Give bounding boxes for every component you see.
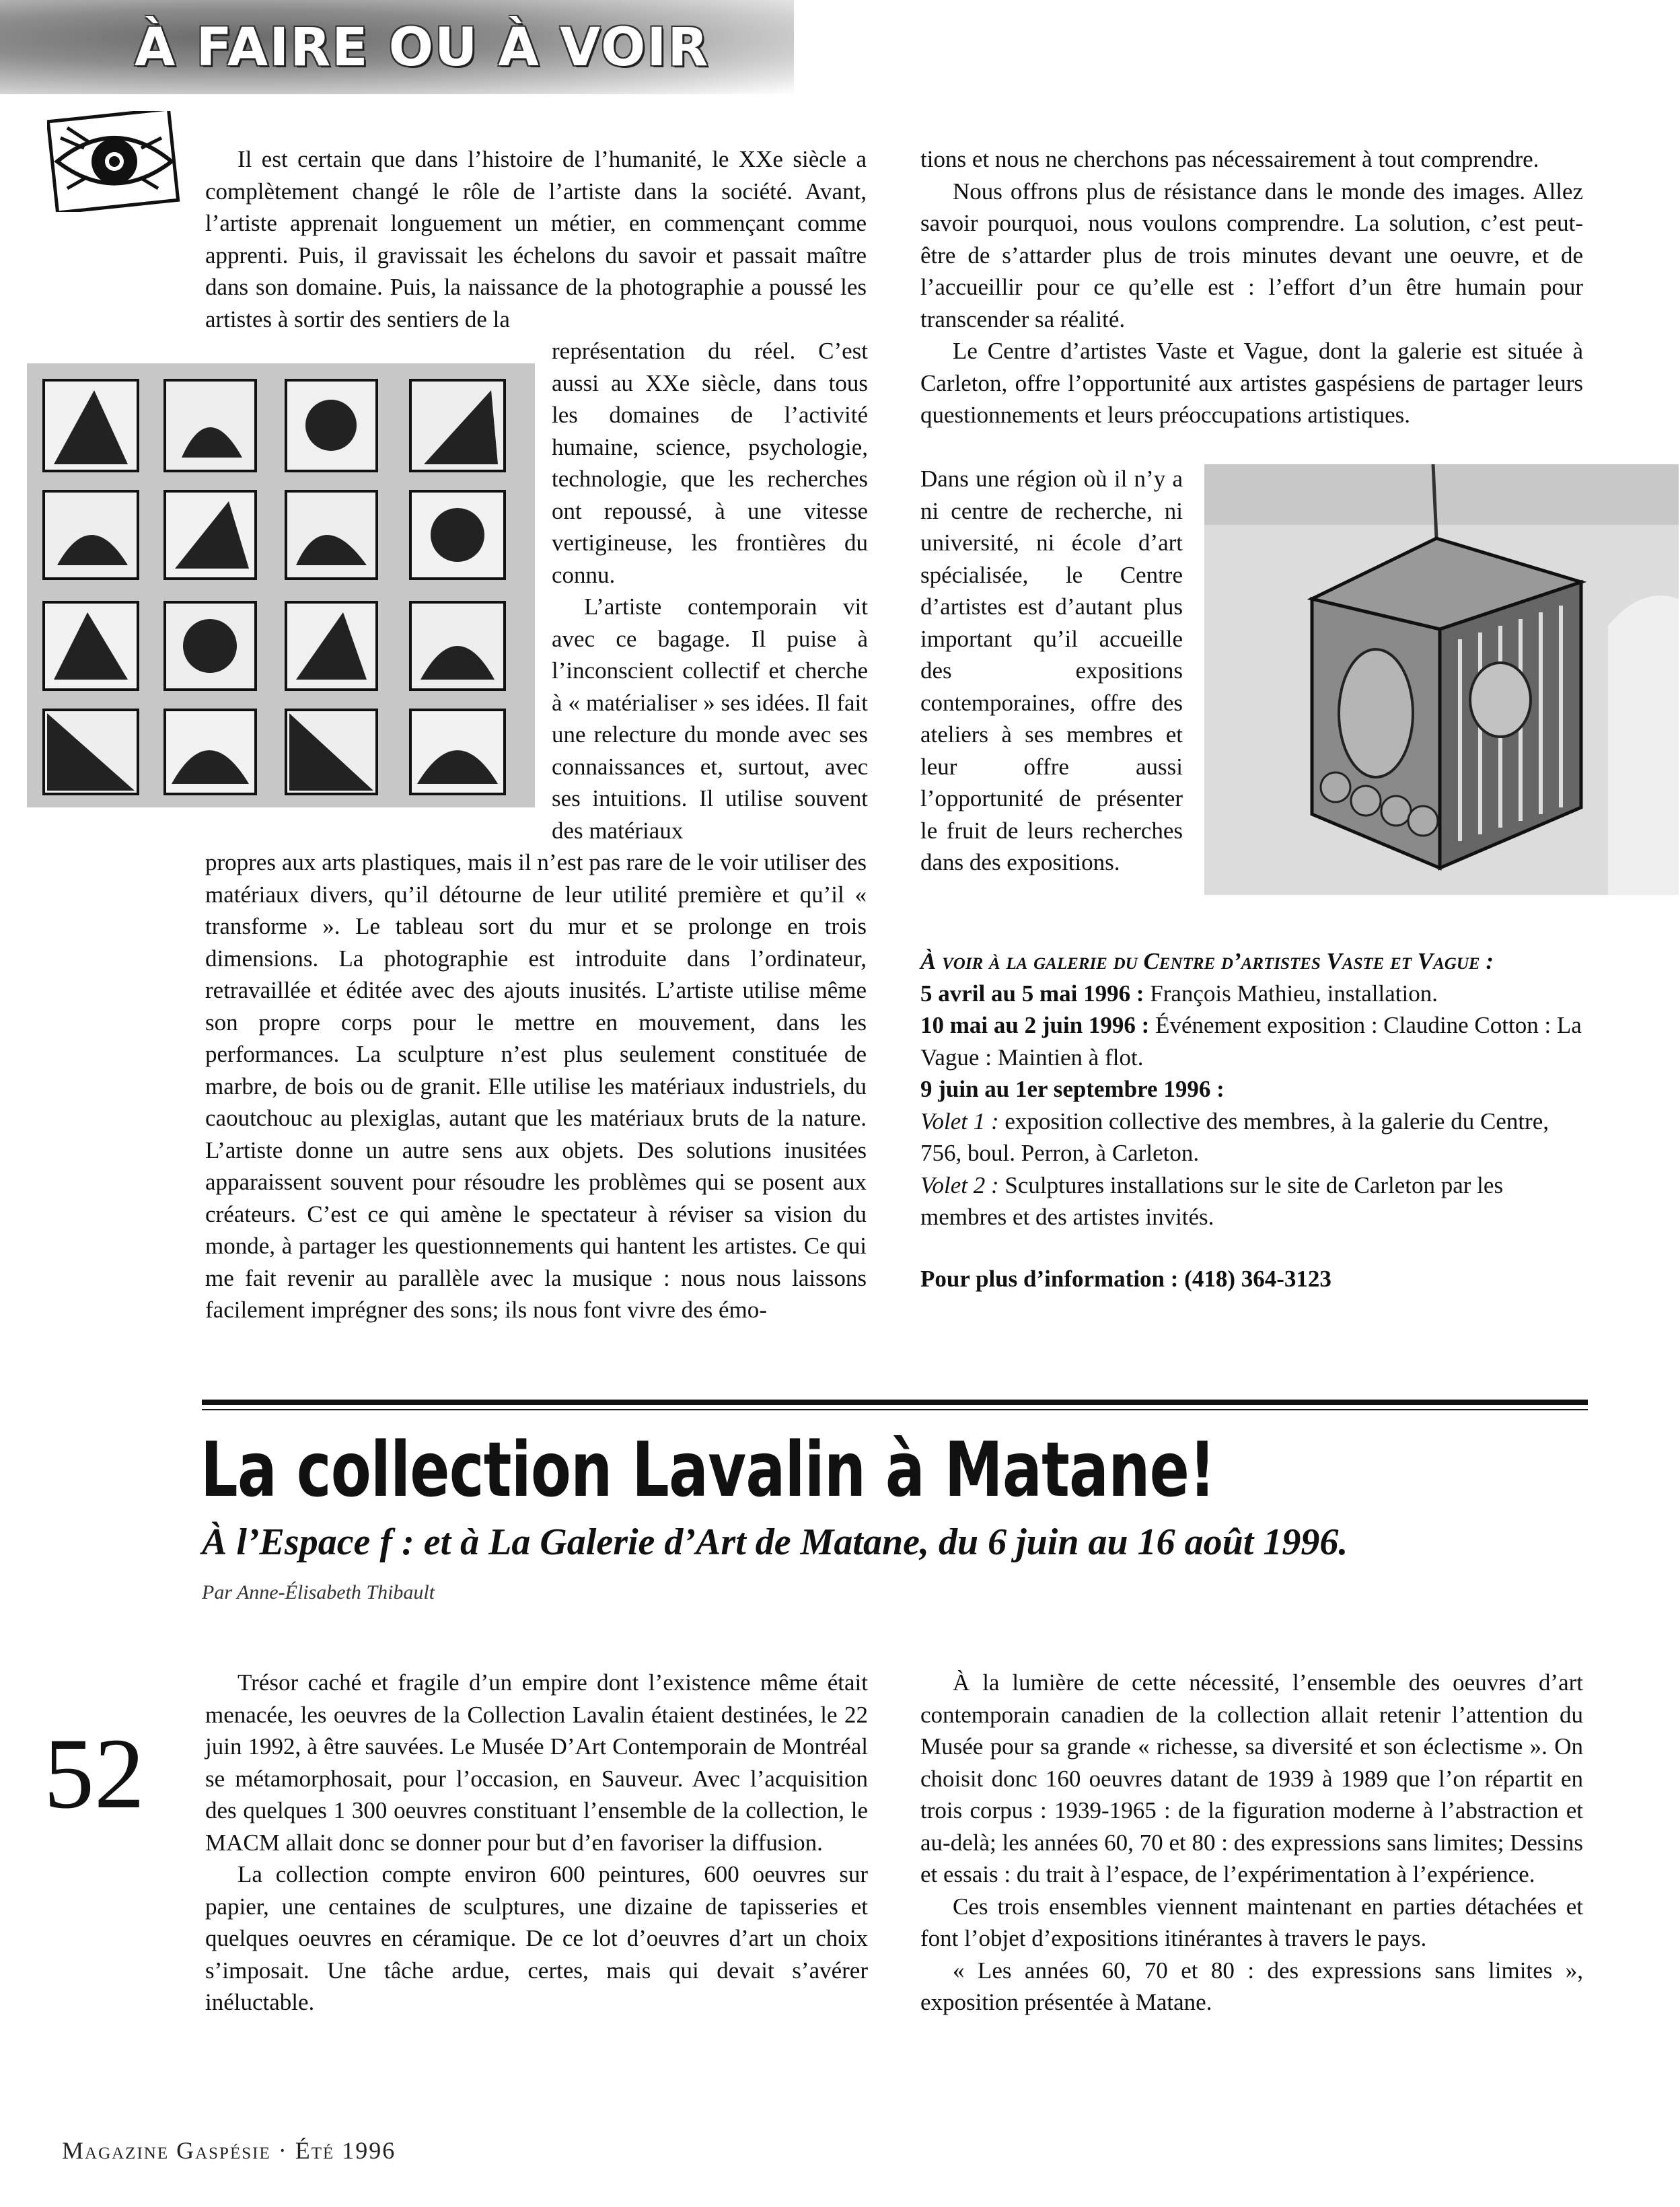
- volet-label: Volet 2 :: [920, 1171, 999, 1198]
- article1-col1-wrap: [552, 335, 868, 846]
- volet-text: Sculptures installations sur le site de Carleton par les membres et des artistes invités.: [920, 1171, 1504, 1230]
- page-number: 52: [44, 1718, 145, 1830]
- article2-byline: Par Anne-Élisabeth Thibault: [202, 1581, 435, 1603]
- events-kicker: À voir à la galerie du Centre d’artistes Vaste et Vague :: [920, 948, 1494, 974]
- article1-col1-cont: [205, 846, 867, 1326]
- article2-left-p1: Trésor caché et fragile d’un empire dont l’existence même était menacée, les oeuvres de la Collection Lavalin étaient destinées, le 22 juin 1992, à être sauvées. Le Musée D’Art Contemporain de Montréal se métamorphosait, pour l’occasion, en Sauveur. Avec l’acquisition des quelques 1 300 oeuvres constituant l’ensemble de la collection, le MACM allait donc se donner pour but d’en favoriser la diffusion.: [205, 1669, 868, 1856]
- article1-col2-wrap-text: Dans une région où il n’y a ni centre de recherche, ni université, ni école d’art spécialisée, le Centre d’artistes est d’autant plus important qu’il accueille des expositions contemporaines, offre des ateliers à ses membres et leur offre aussi l’opportunité de présenter le fruit de leurs recherches dans des expositions.: [920, 466, 1183, 875]
- photo-drawing-grid: [27, 363, 535, 807]
- article1-col1-intro: [205, 143, 867, 335]
- article1-col1-wrap-text: représentation du réel. C’est aussi au XXe siècle, dans tous les domaines de l’activité humaine, science, psychologie, technologie, que les recherches ont repoussé, à une vitesse vertigineuse, les frontières du connu.: [552, 338, 868, 588]
- event-text: Événement exposition : Claudine Cotton : La Vague : Maintien à flot.: [920, 1012, 1582, 1071]
- volet-text: exposition collective des membres, à la galerie du Centre, 756, boul. Perron, à Carleton.: [920, 1108, 1549, 1166]
- article2-col-right: [920, 1667, 1583, 2019]
- article2-subhead: À l’Espace f : et à La Galerie d’Art de Matane, du 6 juin au 16 août 1996.: [202, 1521, 1348, 1563]
- article1-col2: [920, 143, 1583, 431]
- article2-right-p2: Ces trois ensembles viennent maintenant en parties détachées et font l’objet d’expositions itinérantes à travers le pays.: [920, 1893, 1583, 1951]
- divider-rule: [202, 1400, 1588, 1405]
- article1-col2-p1: tions et nous ne cherchons pas nécessairement à tout comprendre.: [920, 146, 1539, 172]
- article2-col-left: [205, 1667, 868, 2019]
- article1-col1-intro-text: Il est certain que dans l’histoire de l’humanité, le XXe siècle a complètement changé le rôle de l’artiste dans la société. Avant, l’artiste apprenait longuement un métier, en commençant comme apprenti. Puis, il gravissait les échelons du savoir et passait maître dans son domaine. Puis, la naissance de la photographie a poussé les artistes à sortir des sentiers de la: [205, 146, 867, 332]
- event-item: [920, 1169, 1583, 1233]
- photo-cube-sculpture: [1204, 464, 1679, 895]
- page-footer: Magazine Gaspésie · Été 1996: [62, 2137, 396, 2164]
- eye-icon: [47, 111, 182, 212]
- event-item: [920, 1009, 1583, 1073]
- article1-col2-p3: Le Centre d’artistes Vaste et Vague, dont la galerie est située à Carleton, offre l’opportunité aux artistes gaspésiens de partager leurs questionnements et leurs préoccupations artistiques.: [920, 338, 1583, 428]
- article2-headline: La collection Lavalin à Matane!: [200, 1426, 1216, 1514]
- event-date: 10 mai au 2 juin 1996 :: [920, 1012, 1150, 1038]
- event-item: [920, 1106, 1583, 1169]
- article1-col1-cont-text: propres aux arts plastiques, mais il n’est pas rare de le voir utiliser des matériaux divers, qu’il détourne de leur utilité première et qu’il « transforme ». Le tableau sort du mur et se prolonge en trois dimensions. La photographie est introduite dans l’ordinateur, retravaillée et éditée avec des ajouts inusités. L’artiste utilise même son propre corps pour le mettre en mouvement, dans les performances. La sculpture n’est plus seulement constituée de marbre, de bois ou de granit. Elle utilise les matériaux industriels, du caoutchouc au plexiglas, autant que les matériaux bruts de la nature. L’artiste donne un autre sens aux objets. Des solutions inusitées apparaissent souvent pour résoudre les problèmes qui se posent aux créateurs. C’est ce qui amène le spectateur à réviser sa vision du monde, à partager les questionnements qui hantent les artistes. Ce qui me fait revenir au parallèle avec la musique : nous nous laissons facilement imprégner des sons; ils nous font vivre des émo-: [205, 849, 867, 1323]
- info-line: Pour plus d’information : (418) 364-3123: [920, 1265, 1331, 1292]
- volet-label: Volet 1 :: [920, 1108, 999, 1134]
- event-item: [920, 978, 1583, 1010]
- article2-right-p3: « Les années 60, 70 et 80 : des expressions sans limites », exposition présentée à Matane.: [920, 1957, 1583, 2015]
- event-text: François Mathieu, installation.: [1144, 980, 1438, 1007]
- article1-col1-p2: L’artiste contemporain vit avec ce bagage. Il puise à l’inconscient collectif et cherche à « matérialiser » ses idées. Il fait une relecture du monde avec ses connaissances et, surtout, avec ses intuitions. Il utilise souvent des matériaux: [552, 593, 868, 844]
- events-list: [920, 945, 1583, 1295]
- event-date: 5 avril au 5 mai 1996 :: [920, 980, 1144, 1007]
- section-title: À FAIRE OU À VOIR: [135, 17, 710, 78]
- article1-col2-p2: Nous offrons plus de résistance dans le monde des images. Allez savoir pourquoi, nous voulons comprendre. La solution, c’est peut-être de s’attarder plus de trois minutes devant une oeuvre, et de l’accueillir pour ce qu’elle est : l’effort d’un être humain pour transcender sa réalité.: [920, 178, 1583, 332]
- article2-left-p2: La collection compte environ 600 peintures, 600 oeuvres sur papier, une centaines de sculptures, une dizaine de tapisseries et quelques oeuvres en céramique. De ce lot d’oeuvres d’art un choix s’imposait. Une tâche ardue, certes, mais qui devait s’avérer inéluctable.: [205, 1861, 868, 2015]
- divider-rule-thin: [202, 1409, 1588, 1410]
- article1-col2-wrap: [920, 463, 1183, 879]
- article2-right-p1: À la lumière de cette nécessité, l’ensemble des oeuvres d’art contemporain canadien de la collection allait retenir l’attention du Musée pour sa grande « richesse, sa diversité et son éclectisme ». On choisit donc 160 oeuvres datant de 1939 à 1989 que l’on répartit en trois corpus : 1939-1965 : de la figuration moderne à l’abstraction et au-delà; les années 60, 70 et 80 : des expressions sans limites; Dessins et essais : du trait à l’espace, de l’expérimentation à l’expérience.: [920, 1669, 1583, 1887]
- event-date: 9 juin au 1er septembre 1996 :: [920, 1076, 1225, 1102]
